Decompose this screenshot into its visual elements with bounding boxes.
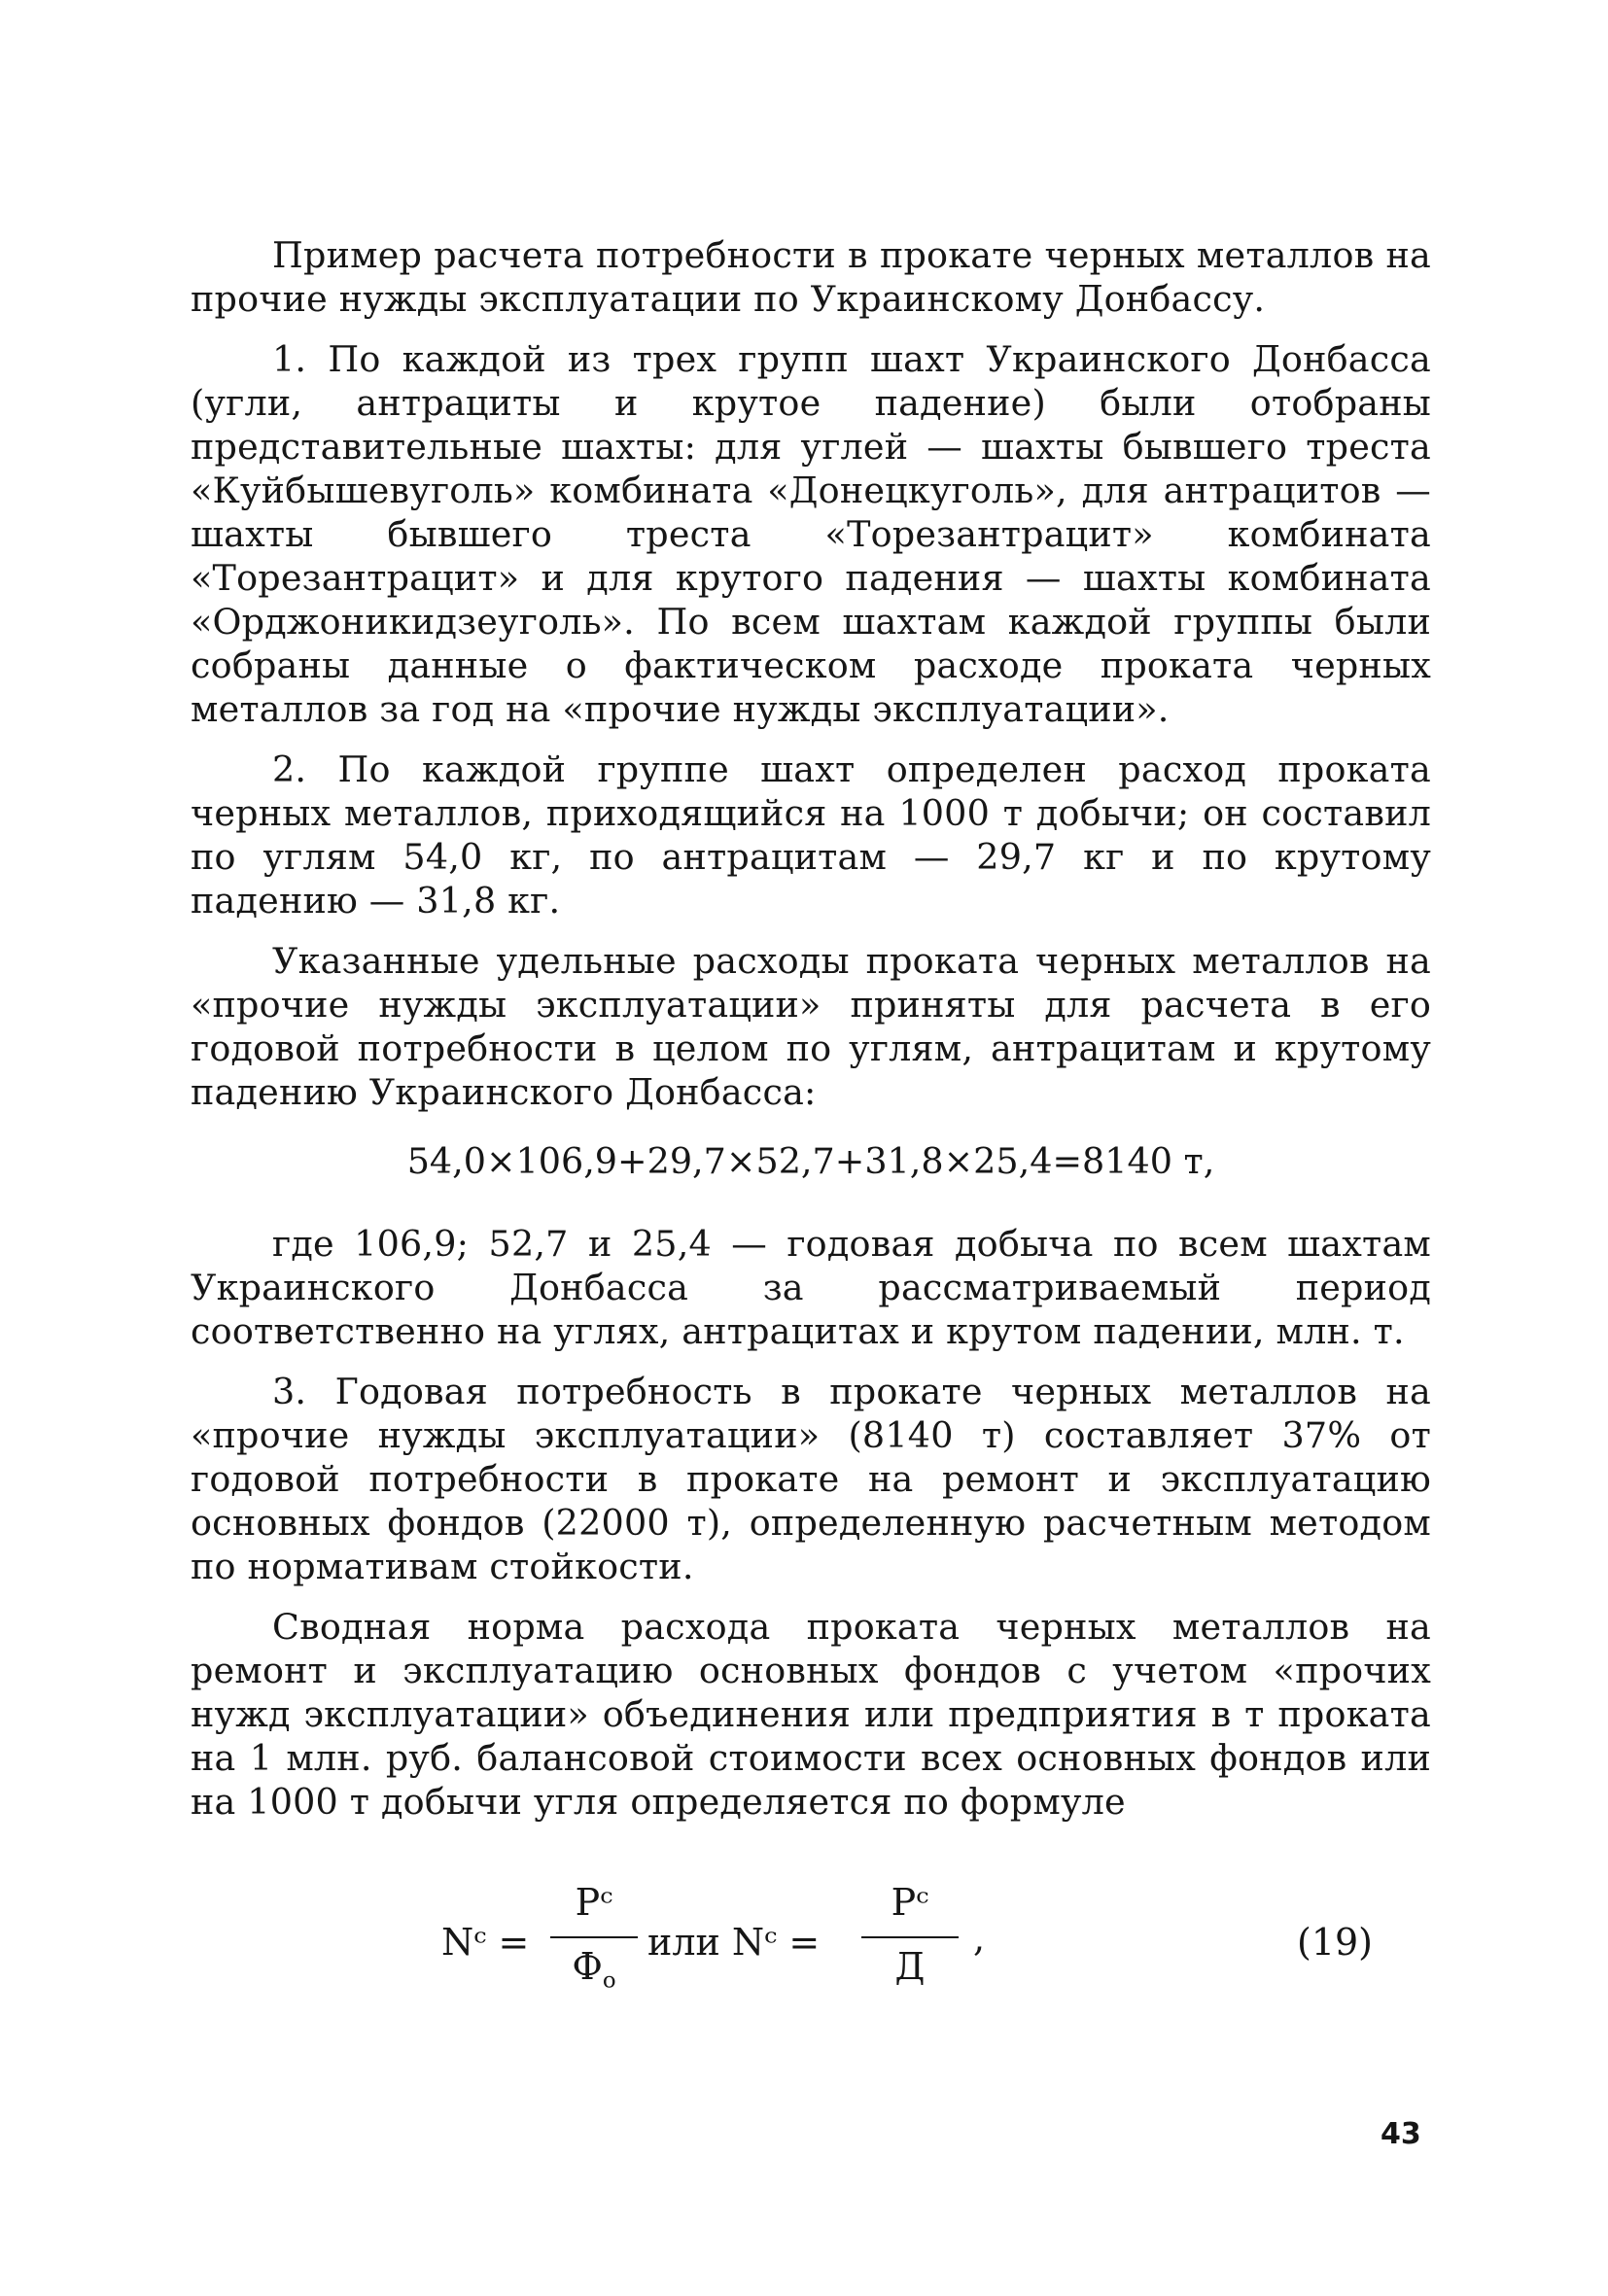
paragraph-summary-norm: Сводная норма расхода проката черных металлов на ремонт и эксплуатацию основных фондов с учетом «прочих нужд эксплуатации» объединения или предприятия в т проката на 1 млн. руб. балансовой стоимости всех основных фондов или на 1000 т добычи угля определяется по формуле	[191, 1606, 1431, 1823]
fraction-1	[550, 1878, 638, 1994]
fraction-2	[861, 1878, 959, 1991]
equation-number: (19)	[1297, 1921, 1374, 1964]
page-number: 43	[1381, 2117, 1421, 2151]
formula-connector: или Nᶜ =	[647, 1921, 821, 1964]
body-text	[191, 233, 1431, 1840]
formula-lhs: Nᶜ =	[441, 1921, 530, 1964]
paragraph-intro: Пример расчета потребности в прокате черных металлов на прочие нужды эксплуатации по Украинскому Донбассу.	[191, 234, 1431, 320]
paragraph-step-3: 3. Годовая потребность в прокате черных металлов на «прочие нужды эксплуатации» (8140 т) составляет 37% от годовой потребности в прокате на ремонт и эксплуатацию основных фондов (22000 т), определенную расчетным методом по нормативам стойкости.	[191, 1371, 1431, 1587]
formula-19	[191, 1878, 1431, 2014]
paragraph-step-2: 2. По каждой группе шахт определен расход проката черных металлов, приходящийся на 1000 т добычи; он составил по углям 54,0 кг, по антрацитам — 29,7 кг и по крутому падению — 31,8 кг.	[191, 748, 1431, 922]
fraction-1-numerator: Pᶜ	[575, 1881, 613, 1924]
paragraph-specific-rates: Указанные удельные расходы проката черных металлов на «прочие нужды эксплуатации» приняты для расчета в его годовой потребности в целом по углям, антрацитам и крутому падению Украинского Донбасса:	[191, 940, 1431, 1113]
fraction-1-denominator-sub: о	[602, 1967, 616, 1994]
calculation-formula: 54,0×106,9+29,7×52,7+31,8×25,4=8140 т,	[406, 1140, 1215, 1182]
fraction-2-bar	[861, 1936, 959, 1938]
fraction-1-bar	[550, 1936, 638, 1938]
fraction-1-denominator-main: Ф	[572, 1945, 603, 1988]
formula-comma: ,	[973, 1917, 986, 1960]
paragraph-where: где 106,9; 52,7 и 25,4 — годовая добыча по всем шахтам Украинского Донбасса за рассматриваемый период соответственно на углях, антрацитах и крутом падении, млн. т.	[191, 1223, 1431, 1352]
fraction-1-denominator	[550, 1942, 638, 1994]
fraction-2-denominator: Д	[894, 1945, 926, 1988]
fraction-2-numerator: Pᶜ	[891, 1881, 929, 1924]
paragraph-step-1: 1. По каждой из трех групп шахт Украинского Донбасса (угли, антрациты и крутое падение) были отобраны представительные шахты: для углей — шахты бывшего треста «Куйбышевуголь» комбината «Донецкуголь», для антрацитов — шахты бывшего треста «Торезантрацит» комбината «Торезантрацит» и для крутого падения — шахты комбината «Орджоникидзеуголь». По всем шахтам каждой группы были собраны данные о фактическом расходе проката черных металлов за год на «прочие нужды эксплуатации».	[191, 338, 1431, 730]
